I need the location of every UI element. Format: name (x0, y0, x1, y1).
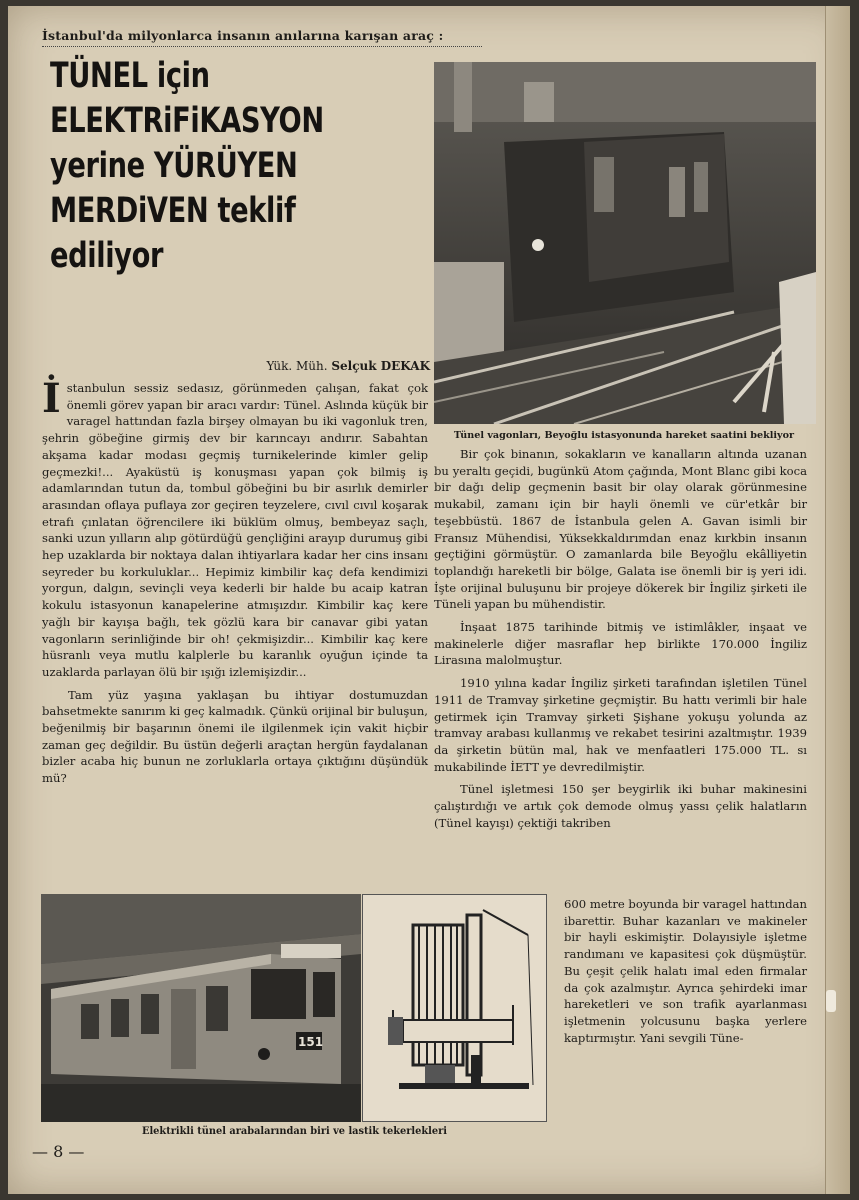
headline-line: TÜNEL için (50, 56, 210, 96)
headline-line: ediliyor (50, 236, 164, 276)
car-number: 151 (298, 1035, 324, 1049)
page-number-value: 8 (53, 1142, 64, 1161)
byline (220, 359, 430, 373)
paragraph: Bir çok binanın, sokakların ve kanalların altında uzanan bu yeraltı geçidi, bugünkü Atom çağında, Mont Blanc gibi koca bir dağı delip geçmenin basit bir olay olarak görünmesine mukabil, zamanı için bir hayli önemli ve cür'etkâr bir teşebbüstü. 1867 de İstanbula gelen A. Gavan isimli bir Fransız Mühendisi, Yüksekkaldırımdan enaz kırkbin insanın geçtiğini görmüştür. O zamanlarda bile Beyoğlu ekâlliyetin toplandığı hareketli bir bölge, Galata ise önemli bir iş yeri idi. İşte orijinal buluşunu bir projeye dökerek bir İngiliz şirketi ile Tüneli yapan bu mühendistir. (434, 447, 807, 612)
magazine-page (8, 6, 850, 1194)
tunnel-car-photo (434, 62, 816, 424)
next-page-edge (825, 6, 850, 1194)
article-column-left (42, 375, 428, 793)
paragraph: Tam yüz yaşına yaklaşan bu ihtiyar dostumuzdan bahsetmekte sanırım ki geç kalmadık. Çünkü orijinal bir buluşun, beğenilmiş bir başarının önemi ile ilgilenmek için vakit hiçbir zaman geç değildir. Bu üstün değerli araçtan hergün faydalanan bizler acaba hiç bunun ne zorluklarla ortaya çıktığını düşündük mü? (42, 687, 428, 786)
paragraph (42, 375, 428, 681)
headline-line: yerine YÜRÜYEN (50, 146, 298, 186)
paragraph: Tünel işletmesi 150 şer beygirlik iki buhar makinesini çalıştırdığı ve artık çok demode olmuş yassı çelik halatların (Tünel kayışı) çektiği takriben (434, 782, 807, 830)
wheel-diagram (362, 894, 547, 1122)
electric-car-photo (41, 894, 361, 1122)
photo-caption-top: Tünel vagonları, Beyoğlu istasyonunda hareket saatini bekliyor (453, 430, 795, 441)
byline-prefix: Yük. Müh. (266, 359, 328, 373)
kicker-rule (42, 46, 482, 47)
byline-author: Selçuk DEKAK (331, 359, 430, 373)
photo-caption-bottom: Elektrikli tünel arabalarından biri ve lastik tekerlekleri (141, 1126, 447, 1137)
electric-car-illustration (41, 894, 361, 1122)
drop-cap: İ (42, 375, 61, 422)
article-column-right (434, 446, 807, 837)
headline (50, 54, 324, 279)
paragraph-text: stanbulun sessiz sedasız, görünmeden çalışan, fakat çok önemli görev yapan bir aracı vardır: Tünel. Aslında küçük bir varagel hattından fazla birşey olmayan bu iki vagonluk tren, şehrin göbeğine girmiş dev bir karıncayı andırır. Sabahtan akşama kadar modası geçmiş turnikelerinde kimler gelip geçmezki!... Ayaküstü iş konuşması yapan çok bilmiş iş adamlarından tutun da, tombul göbeğini bu bir asırlık demirler arasından oflaya puflaya zor geçiren teyzelere, cıvıl cıvıl koşarak etrafı çınlatan öğrencilere iki büklüm olmuş, bembeyaz saçlı, sanki uzun yılların alıp götürdüğü gençliğini arayıp durumuş gibi hep uzaklarda bir noktaya dalan ihtiyarlara kadar her cins insanı seyreder bu korkuluklar... Hepimiz kimbilir kaç defa kendimizi yorgun, dalgın, sevinçli veya kederli bir halde bu acaip katran kokulu istasyonun kanapelerine atmışızdır. Kimbilir kaç kere yağlı bir kayışa bağlı, tek gözlü kara bir canavar gibi yatan vagonların serinliğinde bir oh! çekmişizdir... Kimbilir kaç kere hüsranlı veya mutlu kalplerle bu karanlık oyuğun içinde ta uzaklarda parlayan ölü bir ışığı izlemişizdir... (42, 381, 428, 679)
headline-line: MERDiVEN teklif (50, 191, 296, 231)
paragraph: 1910 yılına kadar İngiliz şirketi tarafından işletilen Tünel 1911 de Tramvay şirketine geçmiştir. Bu hattı verimli bir hale getirmek için Tramvay şirketi Şişhane yokuşu yolunda az tramvay arabası kullanmış ve rekabet tesirini azaltmıştır. 1939 da şirketin bütün mal, hak ve menfaatleri 175.000 TL. sı mukabilinde İETT ye devredilmiştir. (434, 676, 807, 774)
paragraph: İnşaat 1875 tarihinde bitmiş ve istimlâkler, inşaat ve makinelerle diğer masraflar hep birlikte 170.000 İngiliz Lirasına malolmuştur. (434, 620, 807, 668)
page-number: — 8 — (32, 1142, 85, 1161)
tunnel-car-illustration (434, 62, 816, 424)
headline-line: ELEKTRiFiKASYON (50, 101, 324, 141)
paper-tear (826, 990, 836, 1012)
rubber-wheel-illustration (363, 895, 546, 1121)
paragraph: 600 metre boyunda bir varagel hattından ibarettir. Buhar kazanları ve makineler bir hayli eskimiştir. Dolayısiyle işletme randımanı ve kapasitesi çok düşmüştür. Bu çeşit çelik halatı imal eden firmalar da çok azalmıştır. Ayrıca şehirdeki imar hareketleri ve son trafik ayarlanması işletmenin yolcusunu başka yerlere kaptırmıştır. Yani sevgili Tüne- (564, 897, 807, 1045)
article-column-narrow (564, 896, 807, 1052)
kicker-line: İstanbul'da milyonlarca insanın anılarına karışan araç : (42, 28, 444, 43)
